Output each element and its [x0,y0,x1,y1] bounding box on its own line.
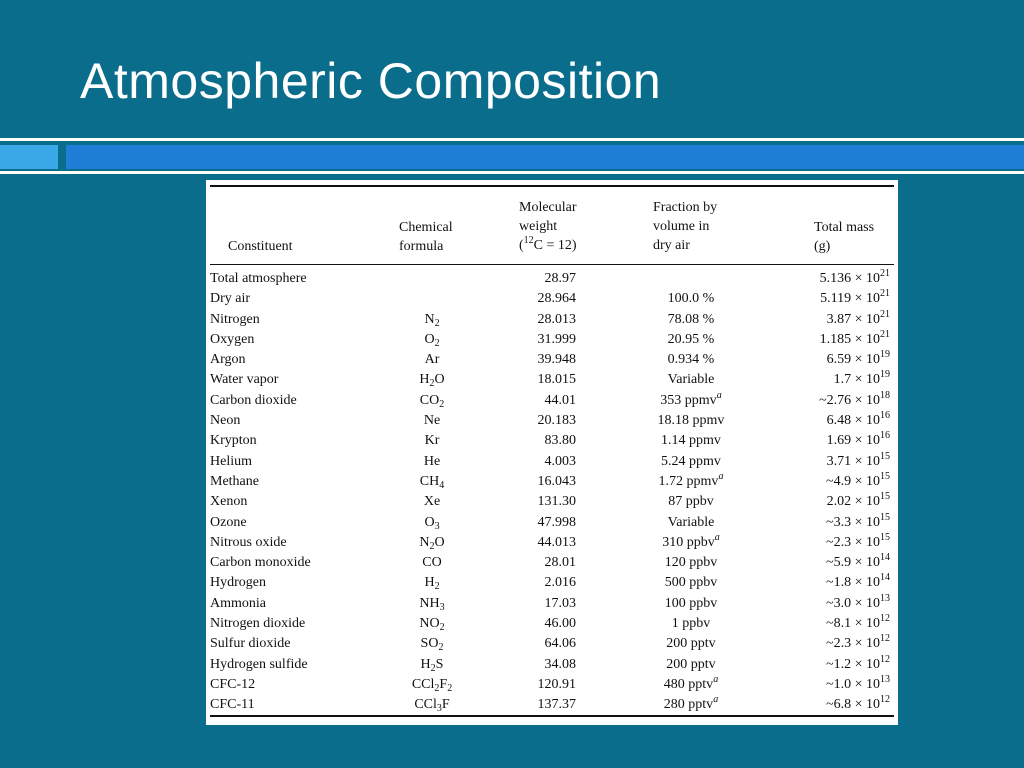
cell-formula [382,513,482,533]
cell-fraction [626,391,756,411]
cell-formula [382,573,482,593]
formula-text: H [424,575,435,591]
cell-molecular-weight: 131.30 [537,494,576,510]
fraction-value: 200 pptv [666,636,716,652]
footnote-marker: a [718,470,724,482]
cell-formula [382,411,482,431]
formula-subscript: 2 [438,642,444,654]
mass-base: ~2.3 × 10 [826,636,880,652]
mass-base: 2.02 × 10 [826,494,880,510]
cell-fraction [626,513,756,533]
formula-subscript: 2 [429,378,435,390]
cell-fraction [626,573,756,593]
cell-constituent: Nitrous oxide [210,534,287,550]
formula-subscript: 2 [439,622,445,634]
header-mass-line2: (g) [814,239,831,254]
fraction-value: 1 ppbv [671,616,711,632]
cell-formula [382,310,482,330]
cell-molecular-weight: 20.183 [537,413,576,429]
cell-total-mass [766,513,890,533]
header-chemical-line2: formula [399,239,444,254]
formula-text: H [419,372,430,388]
table-row [206,492,898,512]
cell-molecular-weight: 39.948 [537,352,576,368]
header-mw-line1: Molecular [519,200,577,215]
header-mass-line1: Total mass [814,220,875,235]
cell-fraction [626,411,756,431]
cell-formula [382,553,482,573]
mass-exponent: 21 [880,308,890,320]
mass-base: 1.69 × 10 [826,433,880,449]
footnote-marker: a [716,389,722,401]
header-frac-line3: dry air [653,238,690,253]
fraction-value: 1.14 ppmv [661,433,721,449]
cell-constituent: Ammonia [210,595,266,611]
cell-fraction [626,594,756,614]
cell-constituent: Hydrogen [210,575,266,591]
mass-exponent: 14 [880,572,890,584]
mass-exponent: 15 [880,470,890,482]
cell-formula [382,472,482,492]
formula-text: Xe [423,494,441,510]
header-molecular-weight [519,198,577,255]
header-chemical-line1: Chemical [399,220,453,235]
fraction-value: 20.95 % [667,331,715,347]
cell-fraction [626,370,756,390]
formula-subscript: 2 [434,682,440,694]
table-row [206,614,898,634]
formula-subscript: 3 [434,520,440,532]
cell-total-mass [766,553,890,573]
mass-exponent: 15 [880,531,890,543]
cell-molecular-weight: 137.37 [537,697,576,713]
formula-text: N [419,534,430,550]
header-mw-paren: ( [519,238,524,253]
formula-text: CO [422,555,442,571]
cell-total-mass [766,310,890,330]
accent-bar-main [66,145,1024,169]
cell-molecular-weight: 44.01 [544,392,576,408]
cell-constituent: Carbon monoxide [210,555,311,571]
formula-text: He [423,453,441,469]
cell-fraction [626,472,756,492]
cell-total-mass [766,472,890,492]
fraction-value: 120 ppbv [664,555,718,571]
cell-fraction [626,452,756,472]
cell-constituent: Sulfur dioxide [210,636,291,652]
formula-subscript: 2 [434,317,440,329]
cell-total-mass [766,411,890,431]
cell-formula [382,695,482,715]
cell-constituent: CFC-11 [210,697,255,713]
formula-subscript: 2 [434,581,440,593]
table-row [206,553,898,573]
cell-constituent: Oxygen [210,331,255,347]
mass-exponent: 19 [880,369,890,381]
footnote-marker: a [713,673,719,685]
mass-exponent: 15 [880,491,890,503]
cell-constituent: Ozone [210,514,247,530]
table-body [206,269,898,716]
mass-exponent: 13 [880,592,890,604]
table-header-rule [210,264,894,265]
fraction-value: 5.24 ppmv [661,453,721,469]
mass-exponent: 15 [880,511,890,523]
mass-base: 1.185 × 10 [819,331,880,347]
cell-fraction [626,553,756,573]
mass-exponent: 19 [880,349,890,361]
cell-formula [382,634,482,654]
fraction-value: 500 ppbv [664,575,718,591]
cell-fraction [626,492,756,512]
cell-fraction [626,634,756,654]
table-row [206,452,898,472]
mass-base: ~8.1 × 10 [826,616,880,632]
fraction-value: 0.934 % [667,352,715,368]
cell-formula [382,533,482,553]
header-mw-line2: weight [519,219,558,234]
cell-formula [382,675,482,695]
cell-fraction [626,655,756,675]
cell-molecular-weight: 16.043 [537,473,576,489]
cell-total-mass [766,594,890,614]
cell-molecular-weight: 83.80 [544,433,576,449]
cell-formula [382,594,482,614]
table-top-rule [210,185,894,187]
table-row [206,634,898,654]
fraction-value: 480 pptv [663,676,714,692]
cell-total-mass [766,573,890,593]
formula-text: NO [419,616,440,632]
cell-total-mass [766,614,890,634]
mass-base: 5.119 × 10 [820,291,880,307]
mass-exponent: 16 [880,430,890,442]
formula-text: Ar [424,352,440,368]
fraction-value: 353 ppmv [660,392,717,408]
mass-base: ~4.9 × 10 [826,473,880,489]
cell-total-mass [766,289,890,309]
header-frac-line1: Fraction by [653,200,718,215]
cell-molecular-weight: 46.00 [544,616,576,632]
divider-top [0,138,1024,141]
table-row [206,594,898,614]
formula-subscript: 2 [447,682,453,694]
mass-exponent: 14 [880,552,890,564]
formula-subscript: 2 [429,540,435,552]
cell-total-mass [766,350,890,370]
mass-base: ~1.0 × 10 [826,676,880,692]
table-row [206,472,898,492]
mass-base: ~3.0 × 10 [826,595,880,611]
fraction-value: 100 ppbv [664,595,718,611]
cell-total-mass [766,391,890,411]
cell-total-mass [766,431,890,451]
mass-base: ~6.8 × 10 [826,697,880,713]
cell-total-mass [766,695,890,715]
header-fraction [653,198,717,255]
mass-exponent: 21 [880,328,890,340]
cell-constituent: Argon [210,352,246,368]
formula-subscript: 2 [434,337,440,349]
cell-fraction [626,310,756,330]
cell-total-mass [766,330,890,350]
cell-molecular-weight: 17.03 [544,595,576,611]
fraction-value: 87 ppbv [668,494,714,510]
cell-constituent: Water vapor [210,372,279,388]
formula-text: O [424,331,435,347]
fraction-value: 200 pptv [666,656,716,672]
formula-text: O [434,372,445,388]
formula-text: CO [419,392,440,408]
table-row [206,370,898,390]
cell-formula [382,655,482,675]
mass-exponent: 12 [880,694,890,706]
cell-total-mass [766,675,890,695]
table-row [206,269,898,289]
header-total-mass [814,218,874,256]
cell-total-mass [766,370,890,390]
cell-fraction [626,675,756,695]
cell-molecular-weight: 120.91 [537,676,576,692]
formula-text: F [439,676,448,692]
accent-bar-left [0,145,58,169]
mass-exponent: 18 [880,389,890,401]
mass-base: 1.7 × 10 [833,372,880,388]
cell-formula [382,452,482,472]
formula-text: H [420,656,431,672]
mass-exponent: 15 [880,450,890,462]
fraction-value: 310 ppbv [662,534,715,550]
fraction-value: 280 pptv [663,697,714,713]
header-mw-ref: C = 12) [533,238,577,253]
cell-constituent: Methane [210,473,259,489]
cell-molecular-weight: 47.998 [537,514,576,530]
table-row [206,330,898,350]
fraction-value: 1.72 ppmv [658,473,719,489]
header-mw-line3 [519,236,577,255]
cell-molecular-weight: 28.97 [544,271,576,286]
header-mw-isotope: 12 [523,235,534,246]
table-row [206,573,898,593]
table-row [206,431,898,451]
cell-constituent: Hydrogen sulfide [210,656,308,672]
cell-total-mass [766,492,890,512]
table-row [206,695,898,715]
formula-text: NH [419,595,440,611]
cell-molecular-weight: 4.003 [544,453,576,469]
mass-base: ~2.3 × 10 [826,534,880,550]
slide-title: Atmospheric Composition [80,53,662,109]
footnote-marker: a [713,694,719,706]
mass-exponent: 21 [880,268,890,279]
cell-molecular-weight: 2.016 [544,575,576,591]
cell-constituent: Dry air [210,291,251,307]
header-frac-line2: volume in [653,219,710,234]
cell-molecular-weight: 28.01 [544,555,576,571]
formula-text: F [441,697,450,713]
cell-fraction [626,614,756,634]
cell-molecular-weight: 28.964 [537,291,576,307]
table-row [206,655,898,675]
mass-base: ~3.3 × 10 [826,514,880,530]
table-row [206,289,898,309]
cell-formula [382,614,482,634]
mass-exponent: 16 [880,410,890,422]
cell-fraction [626,350,756,370]
cell-molecular-weight: 64.06 [544,636,576,652]
header-chemical-formula [399,218,453,256]
cell-formula [382,431,482,451]
mass-base: 5.136 × 10 [819,271,880,286]
mass-base: 3.87 × 10 [826,311,880,327]
cell-total-mass [766,634,890,654]
cell-fraction [626,431,756,451]
cell-constituent: Krypton [210,433,257,449]
cell-formula [382,370,482,390]
cell-fraction [626,289,756,309]
formula-text: N [424,311,435,327]
formula-subscript: 2 [439,398,445,410]
cell-constituent: CFC-12 [210,676,256,692]
mass-base: ~1.8 × 10 [826,575,880,591]
formula-text: O [434,534,445,550]
header-constituent: Constituent [228,239,293,254]
cell-total-mass [766,269,890,289]
fraction-value: Variable [667,514,715,530]
mass-exponent: 21 [880,288,890,300]
cell-molecular-weight: 18.015 [537,372,576,388]
cell-constituent: Nitrogen dioxide [210,616,306,632]
cell-constituent: Nitrogen [210,311,260,327]
cell-formula [382,492,482,512]
mass-exponent: 12 [880,653,890,665]
cell-constituent: Helium [210,453,252,469]
cell-molecular-weight: 31.999 [537,331,576,347]
footnote-marker: a [714,531,720,543]
table-row [206,310,898,330]
cell-molecular-weight: 34.08 [544,656,576,672]
cell-formula [382,350,482,370]
cell-molecular-weight: 44.013 [537,534,576,550]
cell-constituent: Neon [210,413,241,429]
mass-base: 6.48 × 10 [826,413,880,429]
mass-base: ~2.76 × 10 [819,392,880,408]
cell-fraction [626,695,756,715]
table-row [206,675,898,695]
formula-text: SO [420,636,439,652]
formula-subscript: 3 [439,601,445,613]
fraction-value: 18.18 ppmv [657,413,725,429]
cell-constituent: Carbon dioxide [210,392,297,408]
table-row [206,513,898,533]
mass-base: ~5.9 × 10 [826,555,880,571]
formula-subscript: 2 [430,662,436,674]
formula-text: CH [419,473,440,489]
mass-exponent: 12 [880,613,890,625]
table-row [206,533,898,553]
formula-text: CCl [414,697,437,713]
divider-bottom [0,171,1024,174]
cell-formula [382,330,482,350]
mass-base: ~1.2 × 10 [826,656,880,672]
table-row [206,391,898,411]
formula-text: S [435,656,444,672]
table-row [206,350,898,370]
cell-molecular-weight: 28.013 [537,311,576,327]
formula-text: CCl [411,676,435,692]
mass-base: 6.59 × 10 [826,352,880,368]
cell-total-mass [766,452,890,472]
cell-formula [382,391,482,411]
formula-text: Kr [424,433,440,449]
mass-exponent: 12 [880,633,890,645]
cell-total-mass [766,655,890,675]
cell-constituent: Total atmosphere [210,271,307,286]
cell-constituent: Xenon [210,494,248,510]
formula-subscript: 3 [436,703,442,715]
cell-total-mass [766,533,890,553]
composition-table [206,180,898,725]
formula-subscript: 4 [439,479,445,491]
fraction-value: 78.08 % [667,311,715,327]
fraction-value: Variable [667,372,715,388]
table-row [206,411,898,431]
cell-fraction [626,533,756,553]
cell-fraction [626,330,756,350]
mass-base: 3.71 × 10 [826,453,880,469]
formula-text: Ne [423,413,441,429]
formula-text: O [424,514,435,530]
mass-exponent: 13 [880,673,890,685]
fraction-value: 100.0 % [667,291,715,307]
